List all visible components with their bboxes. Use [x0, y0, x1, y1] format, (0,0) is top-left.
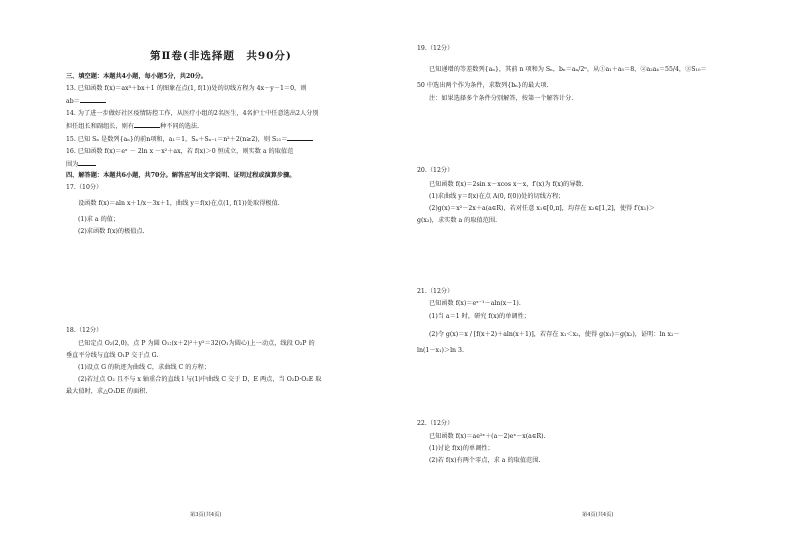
q18-head: 18.（12分） — [66, 327, 103, 334]
q15-text: 15. 已知 Sₙ 是数列{aₙ}的前n项和，a₁＝1，Sₙ＋Sₙ₋₁＝n²＋2(n≥2)，则 S₂₁＝ — [66, 136, 288, 143]
q20-head: 20.（12分） — [417, 167, 454, 174]
q13-line1: 13. 已知函数 f(x)＝ax³＋bx＋1 的图象在点(1, f(1))处的切线方程为 4x－y－1＝0，则 — [66, 85, 307, 92]
solve-header: 四、解答题：本题共6小题，共70分。解答应写出文字说明、证明过程或演算步骤。 — [66, 172, 296, 179]
q14-line2-text: 担任组长和副组长，则有 — [66, 123, 135, 130]
q14-line2 — [66, 121, 199, 131]
q15-answer-blank — [287, 134, 313, 141]
q15-line — [66, 134, 313, 144]
q19-head: 19.（12分） — [417, 45, 454, 52]
q22-line2: (1)讨论 f(x)的单调性； — [429, 445, 494, 452]
fill-in-header: 三、填空题：本题共4小题，每小题5分，共20分。 — [66, 73, 207, 80]
q22-line3: (2)若 f(x)有两个零点，求 a 的取值范围. — [429, 457, 541, 464]
q20-line2: (1)求曲线 y＝f(x)在点 A(0, f(0))处的切线方程； — [429, 193, 565, 200]
q17-part1: (1)求 a 的值； — [78, 216, 120, 223]
q13-line2-text: ab＝ — [66, 98, 80, 105]
q20-line1: 已知函数 f(x)＝2sin x－xcos x－x，f′(x)为 f(x)的导数. — [429, 181, 584, 188]
q14-line2-tail: 种不同的选法. — [160, 123, 200, 130]
section-title: 第Ⅱ卷(非选择题 共90分) — [150, 50, 292, 62]
q14-line1: 14. 为了进一步做好社区疫情防控工作，从医疗小组的2名医生，4名护士中任意选出2人分别 — [66, 110, 319, 117]
q18-part3: 最大值时，求△O₁DE 的面积. — [66, 388, 148, 395]
q16-line1: 16. 已知函数 f(x)＝eˣ － 2ln x －x²＋ax，若 f(x)＞0 恒成立，则实数 a 的取值范 — [66, 148, 294, 155]
q17-part2: (2)求函数 f(x)的极值点. — [78, 228, 145, 235]
q16-answer-blank — [78, 159, 96, 166]
q19-line3: 注：如果选择多个条件分别解答，按第一个解答计分. — [429, 95, 574, 102]
q18-line1: 已知定点 O₂(2,0)，点 P 为圆 O₁:(x＋2)²＋y²＝32(O₁为圆心)上一动点，线段 O₂P 的 — [78, 340, 315, 347]
left-page-footer: 第3页(共4页) — [190, 512, 222, 518]
q22-line1: 已知函数 f(x)＝ae²ˣ＋(a－2)eˣ－x(a∈R). — [429, 433, 546, 440]
q21-line4: ln(1－x₁)＞ln 3. — [417, 347, 464, 354]
q19-line1: 已知递增的等差数列{aₙ}，其前 n 项和为 Sₙ，bₙ＝aₙ/2ⁿ，从①a₁＋a₅＝8，②a₂a₄＝55/4，③S₁₀＝ — [429, 66, 707, 73]
right-page-footer: 第4页(共4页) — [582, 512, 614, 518]
q14-answer-blank — [134, 121, 160, 128]
q20-line3: (2)g(x)＝x²－2x＋a(a∈R)，若对任意 x₁∈[0,π]，均存在 x₂∈[1,2]，使得 f′(x₁)＞ — [429, 205, 655, 212]
q17-stem: 设函数 f(x)＝aln x＋1/x－3x＋1，曲线 y＝f(x)在点(1, f(1))处取得极值. — [78, 200, 280, 207]
q21-line2: (1)当 a＝1 时，研究 f(x)的单调性； — [429, 313, 530, 320]
q17-head: 17.（10分） — [66, 184, 103, 191]
q21-line1: 已知函数 f(x)＝eˣ⁻¹－aln(x－1). — [429, 300, 521, 307]
q13-line2 — [66, 96, 106, 106]
q21-head: 21.（12分） — [417, 288, 454, 295]
q18-part2: (2)若过点 O₂ 且不与 x 轴重合的直线 l 与(1)中曲线 C 交于 D，E 两点，当 O₂D·O₂E 取 — [78, 376, 322, 383]
q13-answer-blank — [80, 96, 106, 103]
q20-line4: g(x₂)，求实数 a 的取值范围. — [417, 217, 498, 224]
q22-head: 22.（12分） — [417, 420, 454, 427]
q21-line3: (2)令 g(x)＝x / [f(x＋2)＋aln(x＋1)]，若存在 x₁＜x₂，使得 g(x₁)＝g(x₂)，证明：ln x₂－ — [429, 331, 680, 338]
q18-line2: 垂直平分线与直线 O₁P 交于点 G. — [66, 352, 159, 359]
q18-part1: (1)设点 G 的轨迹为曲线 C，求曲线 C 的方程； — [78, 364, 211, 371]
q16-line2-text: 围为 — [66, 161, 79, 168]
q16-line2 — [66, 159, 96, 169]
q19-line2: 50 中选出两个作为条件，求数列{bₙ}的最大项. — [417, 82, 549, 89]
right-page — [397, 0, 794, 547]
